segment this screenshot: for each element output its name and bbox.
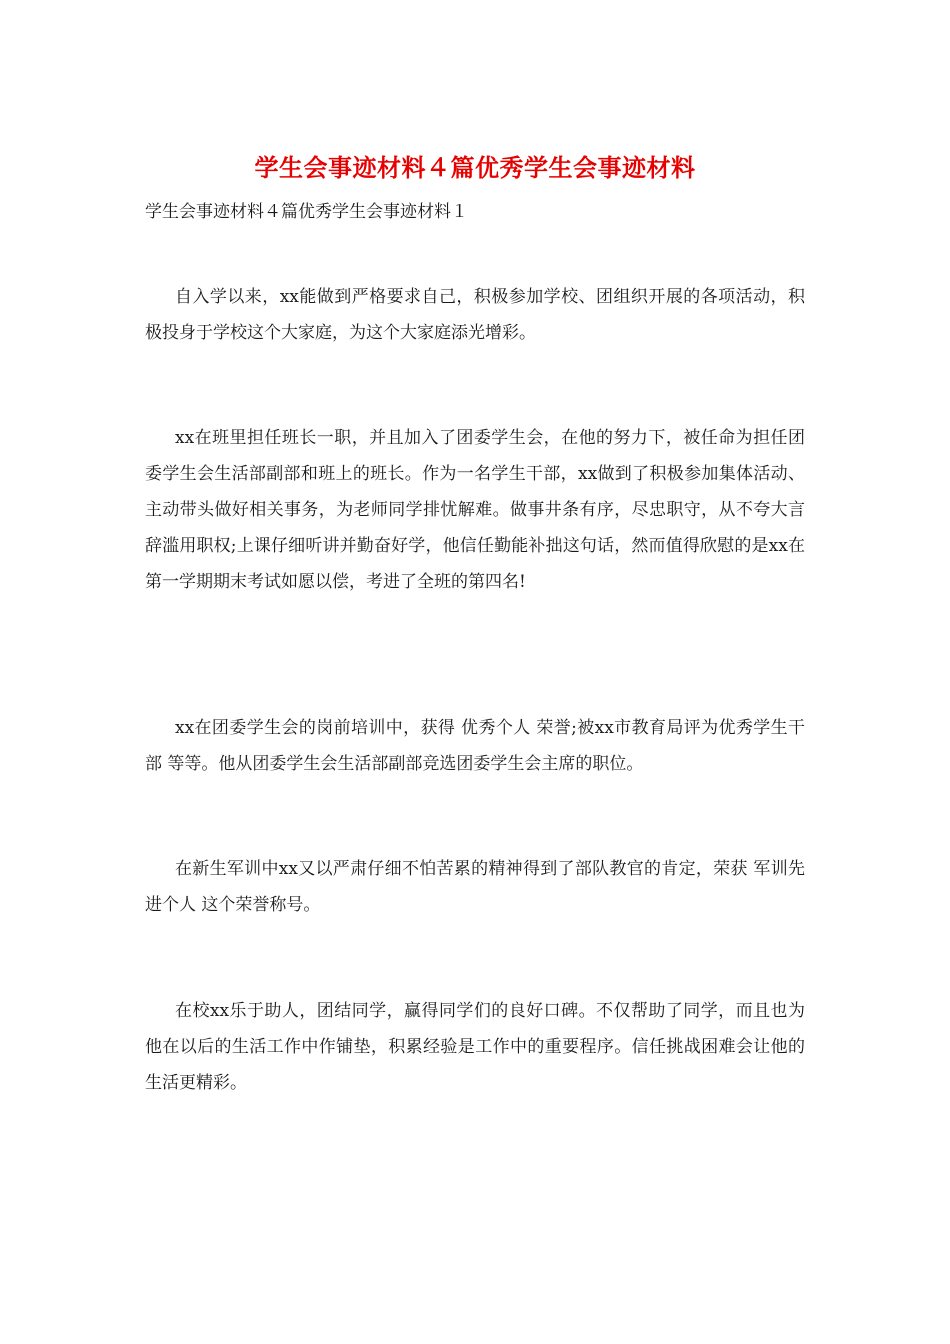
paragraph: xx在团委学生会的岗前培训中，获得 优秀个人 荣誉;被xx市教育局评为优秀学生干部 等等。他从团委学生会生活部副部竞选团委学生会主席的职位。: [145, 718, 805, 774]
paragraph: 在校xx乐于助人，团结同学，赢得同学们的良好口碑。不仅帮助了同学，而且也为他在以后的生活工作中作铺垫，积累经验是工作中的重要程序。信任挑战困难会让他的生活更精彩。: [145, 1001, 805, 1093]
document-subtitle: 学生会事迹材料４篇优秀学生会事迹材料１: [145, 202, 468, 222]
document-title: 学生会事迹材料４篇优秀学生会事迹材料: [254, 153, 696, 182]
paragraph: 在新生军训中xx又以严肃仔细不怕苦累的精神得到了部队教官的肯定，荣获 军训先进个人 这个荣誉称号。: [145, 859, 805, 915]
paragraph: 自入学以来，xx能做到严格要求自己，积极参加学校、团组织开展的各项活动，积极投身于学校这个大家庭，为这个大家庭添光增彩。: [145, 287, 805, 343]
paragraph: xx在班里担任班长一职，并且加入了团委学生会，在他的努力下，被任命为担任团委学生会生活部副部和班上的班长。作为一名学生干部，xx做到了积极参加集体活动、主动带头做好相关事务，为老师同学排忧解难。做事井条有序，尽忠职守，从不夸大言辞滥用职权;上课仔细听讲并勤奋好学，他信任勤能补拙这句话，然而值得欣慰的是xx在第一学期期末考试如愿以偿，考进了全班的第四名!: [145, 428, 805, 592]
